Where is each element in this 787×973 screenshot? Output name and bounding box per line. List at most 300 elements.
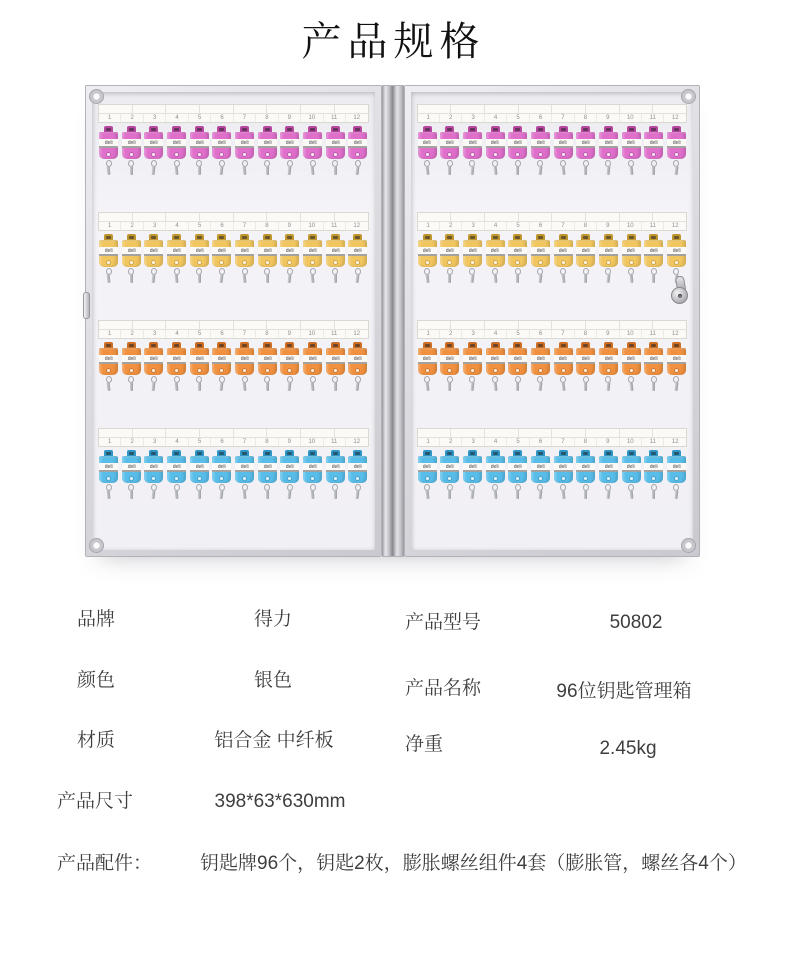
tag-hole xyxy=(448,477,451,480)
slot-number: 5 xyxy=(189,114,211,122)
key-icon xyxy=(516,166,519,175)
brand-logo: deli xyxy=(513,355,522,362)
key-icon xyxy=(107,166,111,175)
label-cell xyxy=(653,213,686,222)
tag-clip-slot xyxy=(151,236,156,239)
tag-clip-slot xyxy=(219,128,224,131)
key-tag-yellow xyxy=(326,240,345,267)
tag-hole xyxy=(448,153,451,156)
key-icon xyxy=(266,490,269,499)
slot-number: 10 xyxy=(301,330,323,338)
key-icon xyxy=(198,490,201,499)
key-slot xyxy=(167,342,186,391)
key-tag-orange xyxy=(554,348,573,375)
tag-hole xyxy=(243,369,246,372)
tag-clip-slot xyxy=(106,128,111,131)
tag-label xyxy=(280,355,299,364)
tag-hole xyxy=(198,261,201,264)
tag-label xyxy=(486,355,505,364)
tag-hole xyxy=(198,369,201,372)
brand-logo: deli xyxy=(195,463,204,470)
tag-clip-slot xyxy=(129,452,134,455)
tag-hole xyxy=(562,369,565,372)
key-tag-yellow xyxy=(463,240,482,267)
key-icon xyxy=(629,490,633,499)
tag-hole xyxy=(266,369,269,372)
key-tag-blue xyxy=(531,456,550,483)
tag-hole xyxy=(494,153,497,156)
slot-number: 1 xyxy=(99,114,121,122)
brand-logo: deli xyxy=(285,355,294,362)
tag-label xyxy=(303,355,322,364)
number-cells xyxy=(99,438,368,446)
key-slot xyxy=(99,126,118,175)
brand-logo: deli xyxy=(604,247,613,254)
slot-number: 2 xyxy=(121,114,143,122)
spec-label-color: 颜色 xyxy=(77,670,116,691)
label-cell xyxy=(234,321,268,330)
key-tag-pink xyxy=(554,132,573,159)
key-slot xyxy=(190,450,209,499)
slot-number: 1 xyxy=(418,114,440,122)
tag-clip-slot xyxy=(333,236,338,239)
key-slot xyxy=(486,450,505,499)
tag-label xyxy=(167,355,186,364)
key-icon xyxy=(152,490,156,499)
tag-hole xyxy=(471,369,474,372)
slot-number: 3 xyxy=(462,114,484,122)
key-tag-orange xyxy=(212,348,231,375)
key-icon xyxy=(652,490,655,499)
key-icon xyxy=(175,490,179,499)
brand-logo: deli xyxy=(127,139,136,146)
tag-label xyxy=(644,247,663,256)
screw-hole-icon xyxy=(90,90,103,103)
key-tag-blue xyxy=(644,456,663,483)
key-icon xyxy=(220,490,224,499)
key-slot xyxy=(303,450,322,499)
label-cells xyxy=(418,105,687,114)
key-tag-blue xyxy=(326,456,345,483)
brand-logo: deli xyxy=(104,463,113,470)
key-tag-blue xyxy=(440,456,459,483)
key-tag-pink xyxy=(644,132,663,159)
label-cell xyxy=(99,429,133,438)
tag-hole xyxy=(471,153,474,156)
key-icon xyxy=(652,274,655,283)
cabinet-panel-left xyxy=(85,85,382,557)
key-tag-row xyxy=(97,342,370,391)
label-cell xyxy=(451,321,485,330)
tag-hole xyxy=(243,477,246,480)
tag-clip-slot xyxy=(583,344,588,347)
tag-hole xyxy=(288,369,291,372)
tag-hole xyxy=(516,261,519,264)
tag-hole xyxy=(130,153,133,156)
tag-clip-slot xyxy=(538,128,543,131)
slot-number: 12 xyxy=(353,115,361,121)
tag-clip-slot xyxy=(606,452,611,455)
key-tag-pink xyxy=(508,132,527,159)
key-tag-pink xyxy=(440,132,459,159)
tag-label xyxy=(576,139,595,148)
tag-label xyxy=(418,139,437,148)
slot-number: 6 xyxy=(211,222,233,230)
tag-hole xyxy=(539,477,542,480)
tag-label xyxy=(554,139,573,148)
tag-label xyxy=(99,139,118,148)
key-icon xyxy=(470,274,474,283)
tag-clip-slot xyxy=(219,236,224,239)
tag-hole xyxy=(562,477,565,480)
key-tag-pink xyxy=(190,132,209,159)
key-icon xyxy=(175,166,179,175)
slot-number: 3 xyxy=(144,222,166,230)
key-tag-yellow xyxy=(486,240,505,267)
key-tag-blue xyxy=(622,456,641,483)
slot-number: 1 xyxy=(418,222,440,230)
key-icon xyxy=(356,166,360,175)
tag-clip-slot xyxy=(151,344,156,347)
slot-number: 7 xyxy=(234,222,256,230)
key-tag-yellow xyxy=(508,240,527,267)
brand-logo: deli xyxy=(604,355,613,362)
key-tag-blue xyxy=(508,456,527,483)
key-icon xyxy=(629,382,633,391)
tag-clip-slot xyxy=(106,452,111,455)
label-cells xyxy=(418,213,687,222)
tag-hole xyxy=(175,369,178,372)
tag-hole xyxy=(356,477,359,480)
key-icon xyxy=(652,382,655,391)
slot-number: 8 xyxy=(256,114,278,122)
tag-label xyxy=(258,355,277,364)
brand-logo: deli xyxy=(331,463,340,470)
slot-number: 8 xyxy=(256,330,278,338)
label-cell xyxy=(620,429,654,438)
key-icon xyxy=(288,166,292,175)
key-slot xyxy=(531,234,550,283)
tag-clip-slot xyxy=(583,128,588,131)
tag-hole xyxy=(175,477,178,480)
key-tag-row xyxy=(97,450,370,499)
brand-logo: deli xyxy=(104,355,113,362)
key-tag-orange xyxy=(167,348,186,375)
brand-logo: deli xyxy=(263,247,272,254)
tag-hole xyxy=(584,153,587,156)
brand-logo: deli xyxy=(353,247,362,254)
tag-clip-slot xyxy=(493,236,498,239)
tag-label xyxy=(531,139,550,148)
tag-clip-slot xyxy=(674,128,679,131)
key-icon xyxy=(606,166,610,175)
label-cell xyxy=(519,429,553,438)
key-tag-blue xyxy=(280,456,299,483)
key-tag-blue xyxy=(486,456,505,483)
brand-logo: deli xyxy=(263,463,272,470)
key-slot xyxy=(235,234,254,283)
key-icon xyxy=(288,274,292,283)
tag-label xyxy=(326,463,345,472)
number-strip xyxy=(417,212,688,231)
key-tag-blue xyxy=(167,456,186,483)
key-icon xyxy=(243,382,247,391)
brand-logo: deli xyxy=(240,247,249,254)
spec-value-material: 铝合金 中纤板 xyxy=(214,730,334,751)
tag-label xyxy=(212,139,231,148)
key-slot xyxy=(644,450,663,499)
slot-number: 12 xyxy=(353,439,361,445)
tag-hole xyxy=(107,369,110,372)
tag-clip-slot xyxy=(651,452,656,455)
tag-label xyxy=(144,139,163,148)
tag-hole xyxy=(630,153,633,156)
key-slot xyxy=(644,234,663,283)
label-cell xyxy=(418,321,452,330)
tag-clip-slot xyxy=(425,128,430,131)
spec-value-accessories: 钥匙牌96个，钥匙2枚，膨胀螺丝组件4套（膨胀管，螺丝各4个） xyxy=(200,853,747,874)
slot-number: 3 xyxy=(144,330,166,338)
tag-clip-slot xyxy=(242,452,247,455)
brand-logo: deli xyxy=(559,139,568,146)
slot-number: 6 xyxy=(530,114,552,122)
tag-label xyxy=(418,247,437,256)
key-tag-pink xyxy=(212,132,231,159)
label-cell xyxy=(653,429,686,438)
spec-label-brand: 品牌 xyxy=(77,609,116,630)
tag-clip-slot xyxy=(583,452,588,455)
label-cell xyxy=(519,321,553,330)
key-tag-blue xyxy=(258,456,277,483)
key-slot xyxy=(463,234,482,283)
tag-label xyxy=(144,247,163,256)
key-row-pink xyxy=(97,104,370,212)
tag-clip-slot xyxy=(333,452,338,455)
tag-hole xyxy=(539,261,542,264)
brand-logo: deli xyxy=(672,355,681,362)
tag-hole xyxy=(539,153,542,156)
key-icon xyxy=(425,490,429,499)
key-icon xyxy=(152,382,156,391)
key-tag-pink xyxy=(326,132,345,159)
spec-label-accessories: 产品配件： xyxy=(57,853,153,874)
key-slot xyxy=(644,126,663,175)
tag-hole xyxy=(426,261,429,264)
tag-label xyxy=(280,139,299,148)
key-tag-blue xyxy=(99,456,118,483)
tag-clip-slot xyxy=(447,452,452,455)
key-slot xyxy=(667,450,686,499)
tag-label xyxy=(348,139,367,148)
screw-hole-icon xyxy=(682,90,695,103)
key-slot xyxy=(258,342,277,391)
key-row-yellow xyxy=(416,212,689,320)
slot-number: 9 xyxy=(279,438,301,446)
key-icon xyxy=(243,166,247,175)
cabinet-panel-right xyxy=(404,85,701,557)
tag-label xyxy=(99,355,118,364)
tag-hole xyxy=(426,369,429,372)
label-cell xyxy=(335,105,368,114)
label-cell xyxy=(200,321,234,330)
key-tag-orange xyxy=(440,348,459,375)
key-slot xyxy=(440,342,459,391)
tag-hole xyxy=(652,477,655,480)
label-cell xyxy=(267,213,301,222)
tag-label xyxy=(144,355,163,364)
key-slot xyxy=(144,234,163,283)
slot-number: 10 xyxy=(301,114,323,122)
brand-logo: deli xyxy=(423,139,431,146)
label-cell xyxy=(301,213,335,222)
key-icon xyxy=(516,490,519,499)
tag-label xyxy=(644,139,663,148)
tag-hole xyxy=(607,477,610,480)
tag-label xyxy=(622,355,641,364)
slot-number: 7 xyxy=(552,114,574,122)
slot-number: 10 xyxy=(620,330,642,338)
key-slot xyxy=(212,450,231,499)
slot-number: 4 xyxy=(485,222,507,230)
slot-number: 7 xyxy=(234,114,256,122)
tag-clip-slot xyxy=(355,236,360,239)
key-icon xyxy=(584,166,587,175)
key-slot xyxy=(167,234,186,283)
tag-clip-slot xyxy=(493,452,498,455)
label-cell xyxy=(418,105,452,114)
slot-number: 9 xyxy=(597,114,619,122)
key-cabinet xyxy=(85,85,700,557)
brand-logo: deli xyxy=(149,463,158,470)
brand-logo: deli xyxy=(649,247,658,254)
tag-hole xyxy=(220,477,223,480)
key-icon xyxy=(538,382,542,391)
tag-hole xyxy=(334,477,337,480)
key-tag-yellow xyxy=(531,240,550,267)
tag-label xyxy=(463,355,482,364)
key-tag-yellow xyxy=(167,240,186,267)
key-slot xyxy=(122,450,141,499)
brand-logo: deli xyxy=(195,247,204,254)
key-icon xyxy=(356,490,360,499)
key-tag-yellow xyxy=(212,240,231,267)
key-row-blue xyxy=(97,428,370,536)
key-icon xyxy=(107,490,111,499)
label-cell xyxy=(552,213,586,222)
tag-hole xyxy=(152,477,155,480)
number-strip xyxy=(417,104,688,123)
key-icon xyxy=(493,166,497,175)
brand-logo: deli xyxy=(649,355,658,362)
slot-number: 9 xyxy=(597,438,619,446)
key-slot xyxy=(326,234,345,283)
brand-logo: deli xyxy=(581,247,590,254)
brand-logo: deli xyxy=(217,355,226,362)
brand-logo: deli xyxy=(672,247,681,254)
tag-label xyxy=(418,463,437,472)
tag-hole xyxy=(356,369,359,372)
key-icon xyxy=(266,382,269,391)
key-tag-blue xyxy=(576,456,595,483)
tag-clip-slot xyxy=(174,128,179,131)
key-tag-pink xyxy=(576,132,595,159)
key-icon xyxy=(425,166,429,175)
key-icon xyxy=(175,274,179,283)
key-slot xyxy=(644,342,663,391)
tag-label xyxy=(303,463,322,472)
slot-number: 10 xyxy=(620,114,642,122)
tag-clip-slot xyxy=(197,344,202,347)
label-cell xyxy=(586,429,620,438)
slot-number: 4 xyxy=(485,438,507,446)
tag-clip-slot xyxy=(265,128,270,131)
key-icon xyxy=(652,166,655,175)
tag-label xyxy=(463,139,482,148)
tag-clip-slot xyxy=(333,128,338,131)
tag-clip-slot xyxy=(129,344,134,347)
tag-hole xyxy=(652,153,655,156)
key-slot xyxy=(144,342,163,391)
tag-label xyxy=(303,247,322,256)
key-tag-yellow xyxy=(258,240,277,267)
tag-hole xyxy=(448,261,451,264)
tag-hole xyxy=(494,369,497,372)
tag-clip-slot xyxy=(606,128,611,131)
tag-label xyxy=(576,355,595,364)
key-slot xyxy=(99,450,118,499)
key-slot xyxy=(508,450,527,499)
slot-number: 12 xyxy=(353,223,361,229)
key-slot xyxy=(418,450,437,499)
label-cell xyxy=(267,105,301,114)
tag-label xyxy=(531,247,550,256)
slot-number: 5 xyxy=(507,438,529,446)
label-cell xyxy=(653,105,686,114)
key-icon xyxy=(606,274,610,283)
key-tag-blue xyxy=(463,456,482,483)
tag-clip-slot xyxy=(606,236,611,239)
label-cells xyxy=(99,429,368,438)
tag-clip-slot xyxy=(629,236,634,239)
brand-logo: deli xyxy=(331,247,340,254)
brand-logo: deli xyxy=(559,247,568,254)
tag-hole xyxy=(448,369,451,372)
key-tag-orange xyxy=(418,348,437,375)
label-cell xyxy=(485,213,519,222)
brand-logo: deli xyxy=(445,139,454,146)
tag-clip-slot xyxy=(447,128,452,131)
key-icon xyxy=(629,166,633,175)
key-icon xyxy=(130,490,133,499)
brand-logo: deli xyxy=(172,355,181,362)
key-slot xyxy=(463,342,482,391)
key-icon xyxy=(198,382,201,391)
tag-label xyxy=(418,355,437,364)
key-tag-blue xyxy=(667,456,686,483)
slot-number: 6 xyxy=(211,438,233,446)
key-tag-yellow xyxy=(280,240,299,267)
key-tag-yellow xyxy=(418,240,437,267)
brand-logo: deli xyxy=(423,463,431,470)
slot-number: 5 xyxy=(189,222,211,230)
tag-clip-slot xyxy=(129,236,134,239)
key-tag-blue xyxy=(212,456,231,483)
tag-hole xyxy=(243,261,246,264)
brand-logo: deli xyxy=(353,355,362,362)
label-cell xyxy=(335,429,368,438)
tag-clip-slot xyxy=(333,344,338,347)
brand-logo: deli xyxy=(172,247,181,254)
